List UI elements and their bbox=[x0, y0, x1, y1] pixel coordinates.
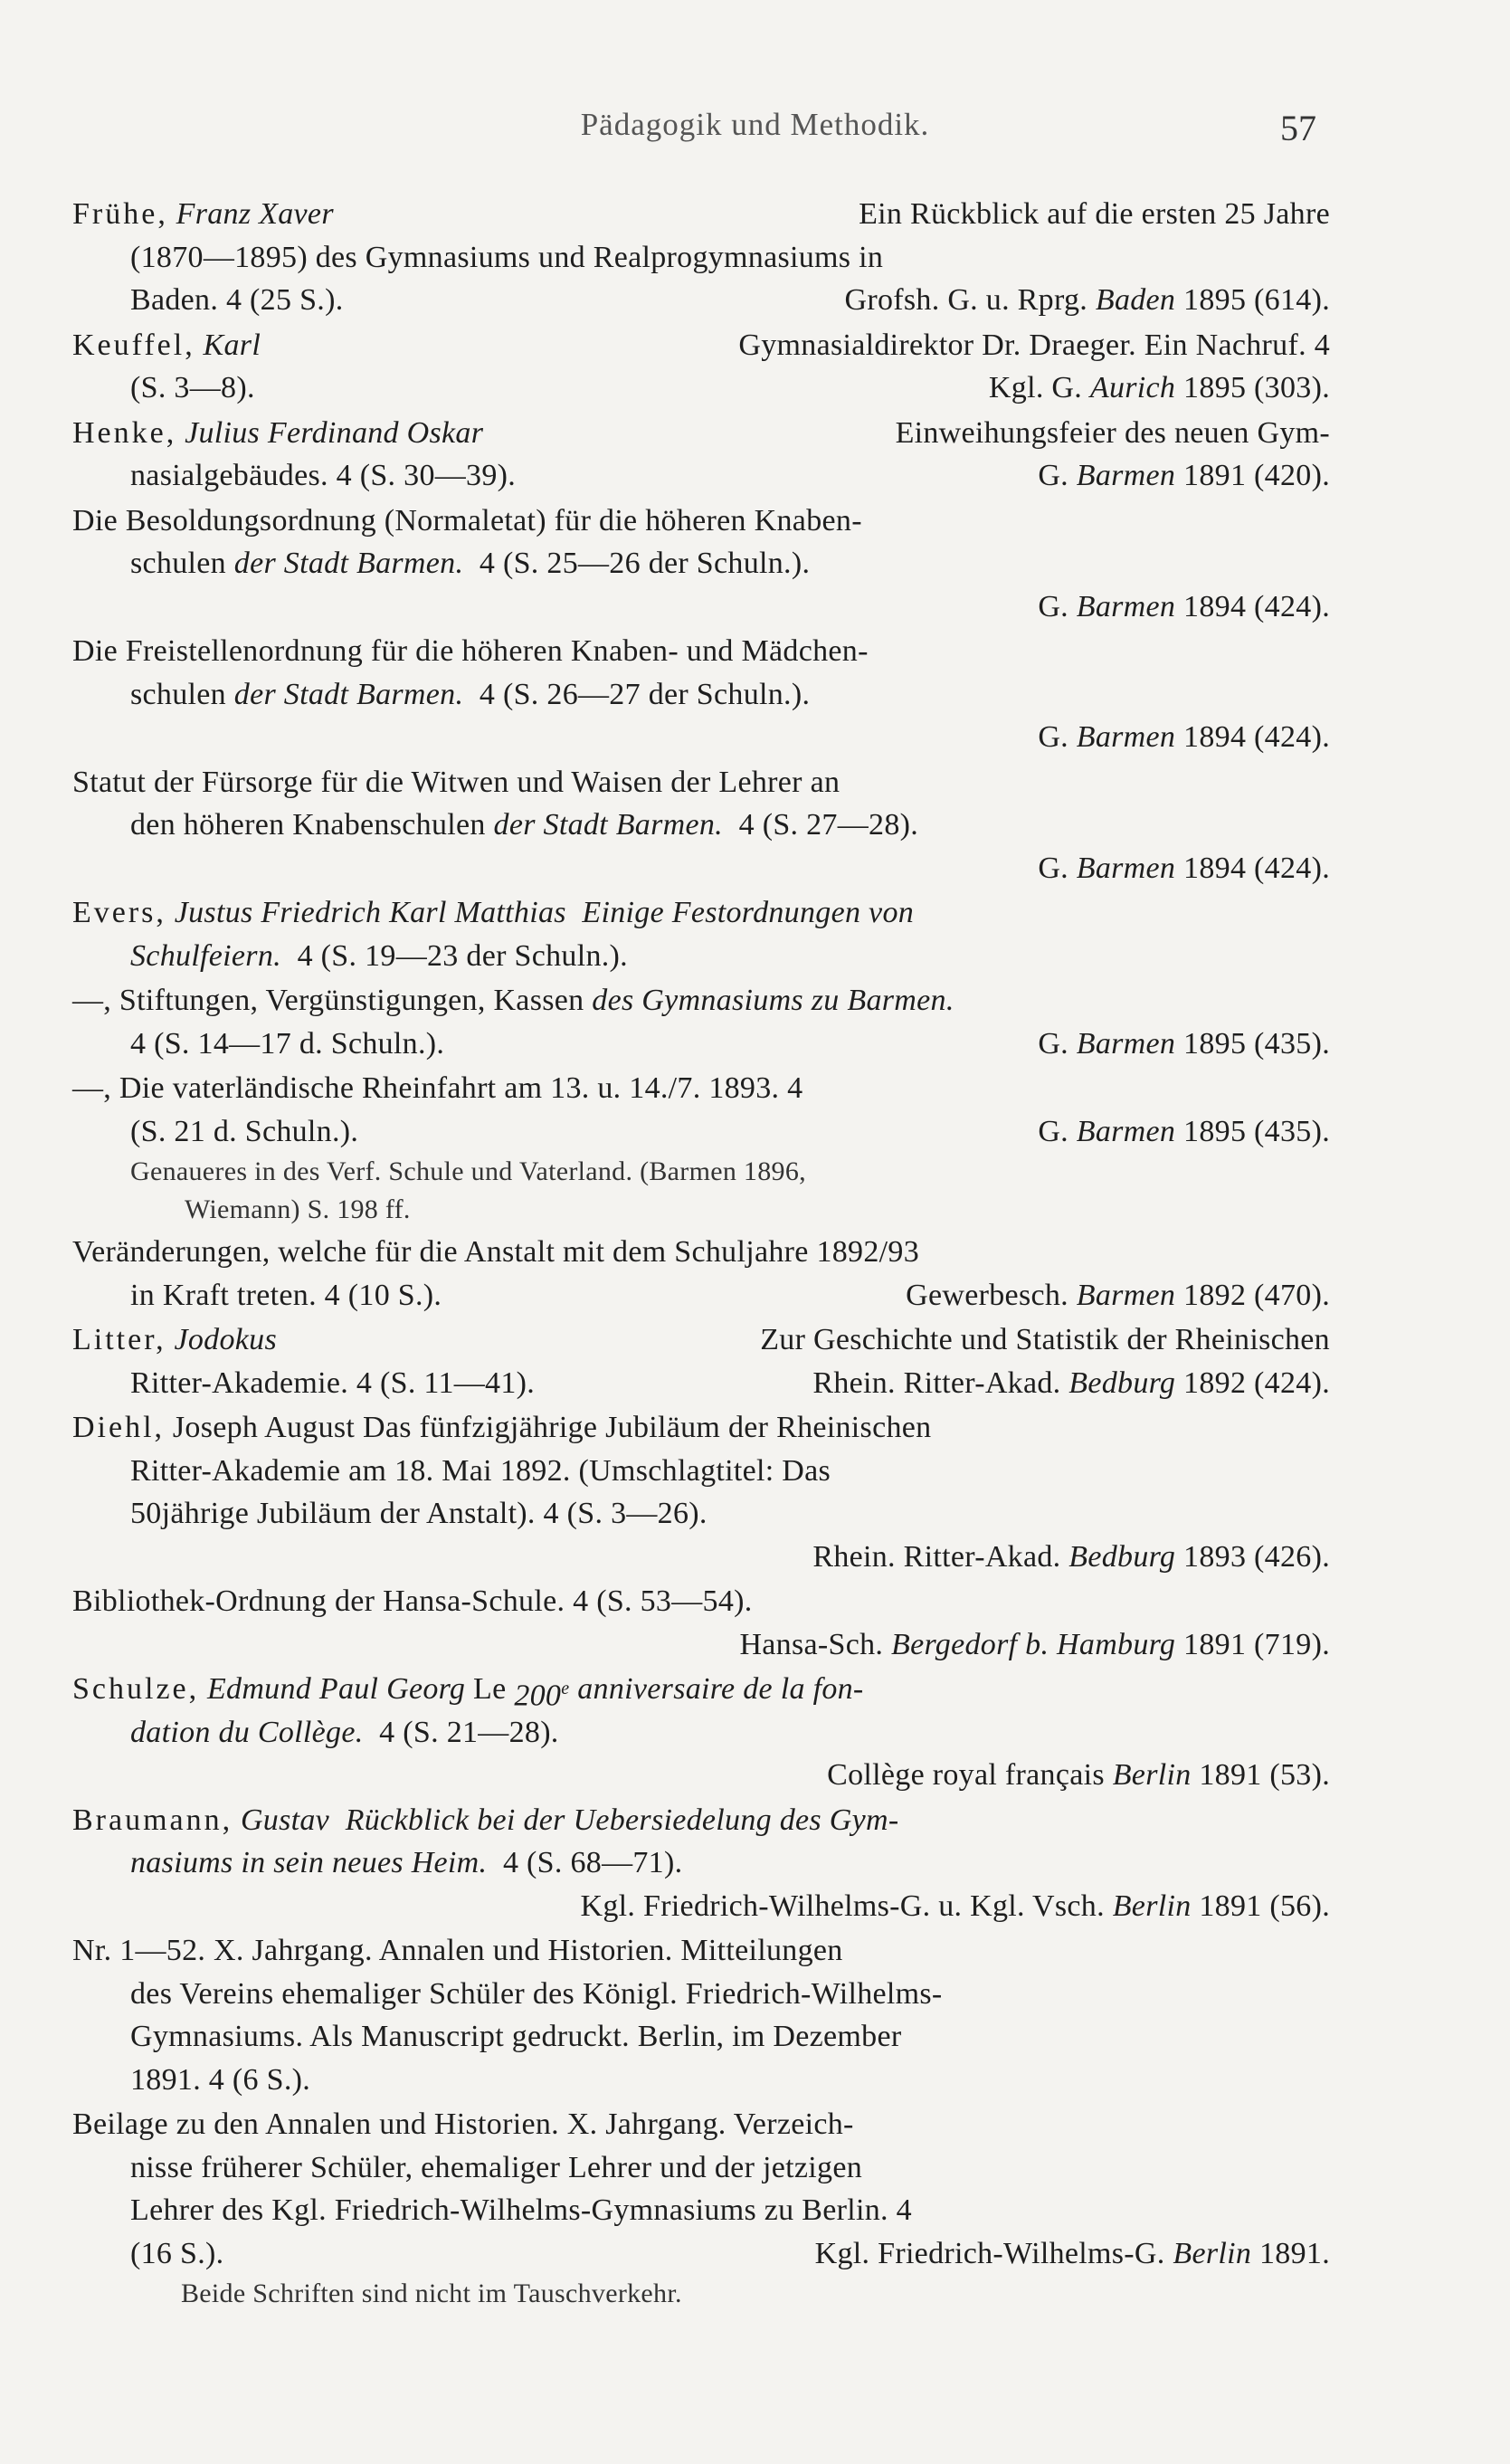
entry-line bbox=[72, 1110, 1330, 1154]
entry-line bbox=[72, 454, 1330, 498]
entry-source: G. bbox=[1038, 459, 1068, 492]
entry-line: Nr. 1—52. X. Jahrgang. Annalen und Historien. Mitteilungen bbox=[72, 1934, 843, 1967]
bibliography-entry bbox=[72, 1406, 1330, 1578]
entry-line bbox=[72, 804, 1330, 847]
entry-line: Gymnasiums. Als Manuscript gedruckt. Berlin, im Dezember bbox=[130, 2020, 902, 2053]
entry-italic: der Stadt Barmen. bbox=[233, 677, 464, 711]
entry-reference: 1894 (424). bbox=[1183, 851, 1330, 885]
running-head bbox=[0, 107, 1510, 152]
bibliography-entry bbox=[72, 1231, 1330, 1317]
entry-source: Gewerbesch. bbox=[906, 1278, 1068, 1312]
author-forenames: Karl bbox=[203, 328, 261, 362]
author-forenames: Gustav bbox=[240, 1803, 330, 1837]
entry-title: Joseph August Das fünfzigjährige Jubiläum der Rheinischen bbox=[172, 1411, 932, 1444]
entry-line: Statut der Fürsorge für die Witwen und Waisen der Lehrer an bbox=[72, 765, 840, 799]
entry-line bbox=[72, 1536, 1330, 1579]
entry-line bbox=[72, 1711, 1330, 1755]
entry-reference: 1892 (470). bbox=[1183, 1278, 1330, 1312]
entry-line bbox=[72, 1318, 1330, 1362]
note-line: Wiemann) S. 198 ff. bbox=[185, 1194, 411, 1224]
entry-place: Berlin bbox=[1173, 2236, 1252, 2270]
entry-line bbox=[72, 1668, 1330, 1711]
entry-place: Barmen bbox=[1076, 459, 1176, 492]
author-forenames: Edmund Paul bbox=[206, 1672, 379, 1706]
entry-reference: 1891 (53). bbox=[1199, 1758, 1330, 1792]
entry-place: Bedburg bbox=[1068, 1539, 1176, 1574]
entry-place: Barmen bbox=[1076, 1114, 1176, 1148]
entry-reference: 1891 (56). bbox=[1199, 1888, 1330, 1923]
entry-format: Ritter-Akademie. 4 (S. 11—41). bbox=[130, 1365, 536, 1400]
entry-place: Bedburg bbox=[1068, 1365, 1176, 1400]
entry-line: Bibliothek-Ordnung der Hansa-Schule. 4 (S. 53—54). bbox=[72, 1584, 753, 1618]
entry-title: Gymnasialdirektor Dr. Draeger. Ein Nachruf. 4 bbox=[738, 328, 1330, 362]
entry-line: 1891. 4 (6 S.). bbox=[130, 2062, 311, 2097]
entry-place: Berlin bbox=[1112, 1758, 1192, 1792]
entry-title: Zur Geschichte und Statistik der Rheinischen bbox=[760, 1323, 1330, 1356]
bibliography-entry bbox=[72, 1067, 1330, 1229]
entry-format: in Kraft treten. 4 (10 S.). bbox=[130, 1278, 442, 1312]
entry-line: Lehrer des Kgl. Friedrich-Wilhelms-Gymnasiums zu Berlin. 4 bbox=[130, 2193, 912, 2227]
entry-reference: 1891 (420). bbox=[1183, 459, 1330, 492]
entry-title: Einige Festordnungen von bbox=[582, 896, 915, 929]
entry-place: Baden bbox=[1095, 283, 1176, 317]
entry-line bbox=[72, 366, 1330, 410]
entry-reference: 1894 (424). bbox=[1183, 720, 1330, 754]
entry-line bbox=[72, 716, 1330, 759]
entry-line bbox=[72, 891, 1330, 935]
bibliography-list bbox=[72, 193, 1330, 2313]
entry-source: G. bbox=[1038, 851, 1068, 885]
bibliography-entry bbox=[72, 412, 1330, 498]
entry-italic: nasiums in sein neues Heim. bbox=[130, 1846, 488, 1879]
entry-line: des Vereins ehemaliger Schüler des Königl. Friedrich-Wilhelms- bbox=[130, 1976, 943, 2011]
entry-line bbox=[72, 1362, 1330, 1405]
author-forenames: Justus Friedrich Karl Matthias bbox=[174, 896, 566, 929]
entry-line bbox=[72, 1799, 1330, 1842]
entry-reference: 1893 (426). bbox=[1183, 1539, 1330, 1574]
entry-format: 4 (S. 25—26 der Schuln.). bbox=[479, 547, 811, 580]
entry-format: nasialgebäudes. 4 (S. 30—39). bbox=[130, 459, 517, 492]
entry-place: Barmen bbox=[1076, 1026, 1176, 1061]
entry-line bbox=[72, 1274, 1330, 1318]
entry-source: Kgl. Friedrich-Wilhelms-G. bbox=[814, 2236, 1165, 2270]
entry-format: 4 (S. 21—28). bbox=[379, 1715, 559, 1749]
entry-text: schulen bbox=[130, 677, 226, 711]
entry-note bbox=[72, 1153, 1330, 1229]
entry-reference: 1895 (435). bbox=[1183, 1114, 1330, 1148]
bibliography-entry bbox=[72, 1668, 1330, 1797]
entry-line bbox=[72, 412, 1330, 455]
entry-source: Rhein. Ritter-Akad. bbox=[812, 1365, 1061, 1400]
entry-line: —, Die vaterländische Rheinfahrt am 13. u. 14./7. 1893. 4 bbox=[72, 1071, 803, 1105]
bibliography-entry bbox=[72, 324, 1330, 410]
entry-line: nisse früherer Schüler, ehemaliger Lehrer und der jetzigen bbox=[130, 2150, 863, 2184]
entry-text: den höheren Knabenschulen bbox=[130, 808, 486, 842]
bibliography-entry bbox=[72, 979, 1330, 1065]
entry-title: Le bbox=[473, 1672, 507, 1706]
entry-line bbox=[72, 1885, 1330, 1928]
entry-line: Veränderungen, welche für die Anstalt mit dem Schuljahre 1892/93 bbox=[72, 1235, 920, 1269]
entry-line bbox=[72, 673, 1330, 717]
entry-format: 4 (S. 19—23 der Schuln.). bbox=[297, 938, 628, 973]
note-line: Beide Schriften sind nicht im Tauschverkehr. bbox=[181, 2278, 682, 2308]
bibliography-entry bbox=[72, 630, 1330, 759]
entry-line bbox=[72, 324, 1330, 367]
entry-number: 200 bbox=[514, 1679, 562, 1713]
entry-source: G. bbox=[1038, 1026, 1068, 1061]
entry-line: (1870—1895) des Gymnasiums und Realprogymnasiums in bbox=[130, 240, 884, 274]
author-surname: Henke, bbox=[72, 415, 177, 450]
bibliography-entry bbox=[72, 1318, 1330, 1404]
entry-title: anniversaire de la fon- bbox=[577, 1672, 864, 1706]
entry-line bbox=[72, 1023, 1330, 1066]
entry-line bbox=[72, 279, 1330, 322]
entry-title: Rückblick bei der Uebersiedelung des Gym- bbox=[345, 1803, 899, 1837]
bibliography-entry bbox=[72, 1799, 1330, 1928]
entry-title: Einweihungsfeier des neuen Gym- bbox=[895, 415, 1330, 450]
entry-line bbox=[72, 1623, 1330, 1667]
entry-reference: 1895 (435). bbox=[1183, 1026, 1330, 1061]
author-forenames: Julius Ferdinand Oskar bbox=[185, 415, 484, 450]
entry-line bbox=[72, 1841, 1330, 1885]
entry-source: Collège royal français bbox=[827, 1758, 1105, 1792]
entry-line bbox=[72, 847, 1330, 890]
entry-reference: 1891 (719). bbox=[1183, 1627, 1330, 1661]
entry-source: G. bbox=[1038, 1114, 1068, 1148]
bibliography-entry bbox=[72, 1929, 1330, 2101]
entry-source: Hansa-Sch. bbox=[739, 1627, 884, 1661]
entry-source: Kgl. G. bbox=[988, 371, 1083, 404]
author-surname: Litter, bbox=[72, 1323, 166, 1356]
entry-format: 4 (S. 27—28). bbox=[738, 808, 919, 842]
entry-line: 50jährige Jubiläum der Anstalt). 4 (S. 3—26). bbox=[130, 1497, 708, 1530]
entry-italic: dation du Collège. bbox=[130, 1715, 364, 1749]
entry-line bbox=[72, 935, 1330, 978]
entry-reference: 1892 (424). bbox=[1183, 1365, 1330, 1400]
entry-format: 4 (S. 68—71). bbox=[502, 1846, 683, 1879]
entry-line: Die Besoldungsordnung (Normaletat) für die höheren Knaben- bbox=[72, 503, 862, 538]
author-surname: Braumann, bbox=[72, 1803, 233, 1837]
entry-place: Barmen bbox=[1076, 1278, 1176, 1312]
author-surname: Evers, bbox=[72, 896, 166, 929]
author-surname: Diehl, bbox=[72, 1411, 166, 1444]
bibliography-entry bbox=[72, 761, 1330, 890]
entry-text: schulen bbox=[130, 547, 226, 580]
entry-line: Die Freistellenordnung für die höheren Knaben- und Mädchen- bbox=[72, 634, 869, 668]
entry-place: Berlin bbox=[1112, 1888, 1192, 1923]
entry-reference: 1895 (614). bbox=[1183, 283, 1330, 317]
entry-place: Barmen bbox=[1076, 720, 1176, 754]
entry-format: (16 S.). bbox=[130, 2236, 224, 2270]
entry-source: G. bbox=[1038, 720, 1068, 754]
entry-place: Barmen bbox=[1076, 851, 1176, 885]
bibliography-entry bbox=[72, 1580, 1330, 1666]
entry-text: —, Stiftungen, Vergünstigungen, Kassen bbox=[72, 984, 584, 1017]
entry-format: Baden. 4 (25 S.). bbox=[130, 283, 344, 317]
author-forenames: Franz Xaver bbox=[176, 197, 334, 231]
entry-line bbox=[72, 585, 1330, 629]
entry-line bbox=[72, 979, 1330, 1023]
author-surname: Frühe, bbox=[72, 197, 168, 231]
entry-place: Bergedorf b. Hamburg bbox=[891, 1627, 1176, 1661]
page-number: 57 bbox=[1280, 108, 1316, 148]
author-forenames: Georg bbox=[386, 1672, 466, 1706]
entry-superscript: e bbox=[561, 1679, 570, 1698]
bibliography-entry bbox=[72, 2103, 1330, 2313]
entry-line: Beilage zu den Annalen und Historien. X. Jahrgang. Verzeich- bbox=[72, 2107, 854, 2141]
bibliography-entry bbox=[72, 193, 1330, 322]
entry-source: Rhein. Ritter-Akad. bbox=[812, 1539, 1061, 1574]
entry-source: Grofsh. G. u. Rprg. bbox=[844, 283, 1088, 317]
entry-italic: Schulfeiern. bbox=[130, 938, 281, 973]
entry-place: Aurich bbox=[1089, 371, 1176, 404]
bibliography-entry bbox=[72, 499, 1330, 629]
entry-format: (S. 3—8). bbox=[130, 371, 255, 404]
author-surname: Schulze, bbox=[72, 1672, 200, 1706]
entry-line bbox=[72, 1754, 1330, 1797]
entry-place: Barmen bbox=[1076, 589, 1176, 623]
entry-reference: 1891. bbox=[1259, 2236, 1330, 2270]
entry-format: 4 (S. 26—27 der Schuln.). bbox=[479, 677, 811, 711]
entry-line: Ritter-Akademie am 18. Mai 1892. (Umschlagtitel: Das bbox=[130, 1453, 831, 1488]
entry-title: Ein Rückblick auf die ersten 25 Jahre bbox=[859, 197, 1330, 231]
entry-source: Kgl. Friedrich-Wilhelms-G. u. Kgl. Vsch. bbox=[580, 1888, 1105, 1923]
entry-italic: der Stadt Barmen. bbox=[233, 547, 464, 580]
note-line: Genaueres in des Verf. Schule und Vaterland. (Barmen 1896, bbox=[130, 1156, 806, 1186]
entry-reference: 1894 (424). bbox=[1183, 589, 1330, 623]
entry-line bbox=[72, 1406, 1330, 1450]
entry-italic: der Stadt Barmen. bbox=[493, 808, 723, 842]
entry-line bbox=[72, 542, 1330, 585]
entry-reference: 1895 (303). bbox=[1183, 371, 1330, 404]
entry-note bbox=[72, 2275, 1330, 2313]
entry-line bbox=[72, 193, 1330, 236]
running-title: Pädagogik und Methodik. bbox=[580, 107, 930, 142]
entry-italic: des Gymnasiums zu Barmen. bbox=[592, 984, 954, 1017]
author-forenames: Jodokus bbox=[174, 1323, 277, 1356]
author-surname: Keuffel, bbox=[72, 328, 195, 362]
entry-line bbox=[72, 2232, 1330, 2276]
entry-source: G. bbox=[1038, 589, 1068, 623]
entry-format: (S. 21 d. Schuln.). bbox=[130, 1114, 359, 1148]
bibliography-entry bbox=[72, 891, 1330, 977]
entry-format: 4 (S. 14—17 d. Schuln.). bbox=[130, 1026, 445, 1061]
